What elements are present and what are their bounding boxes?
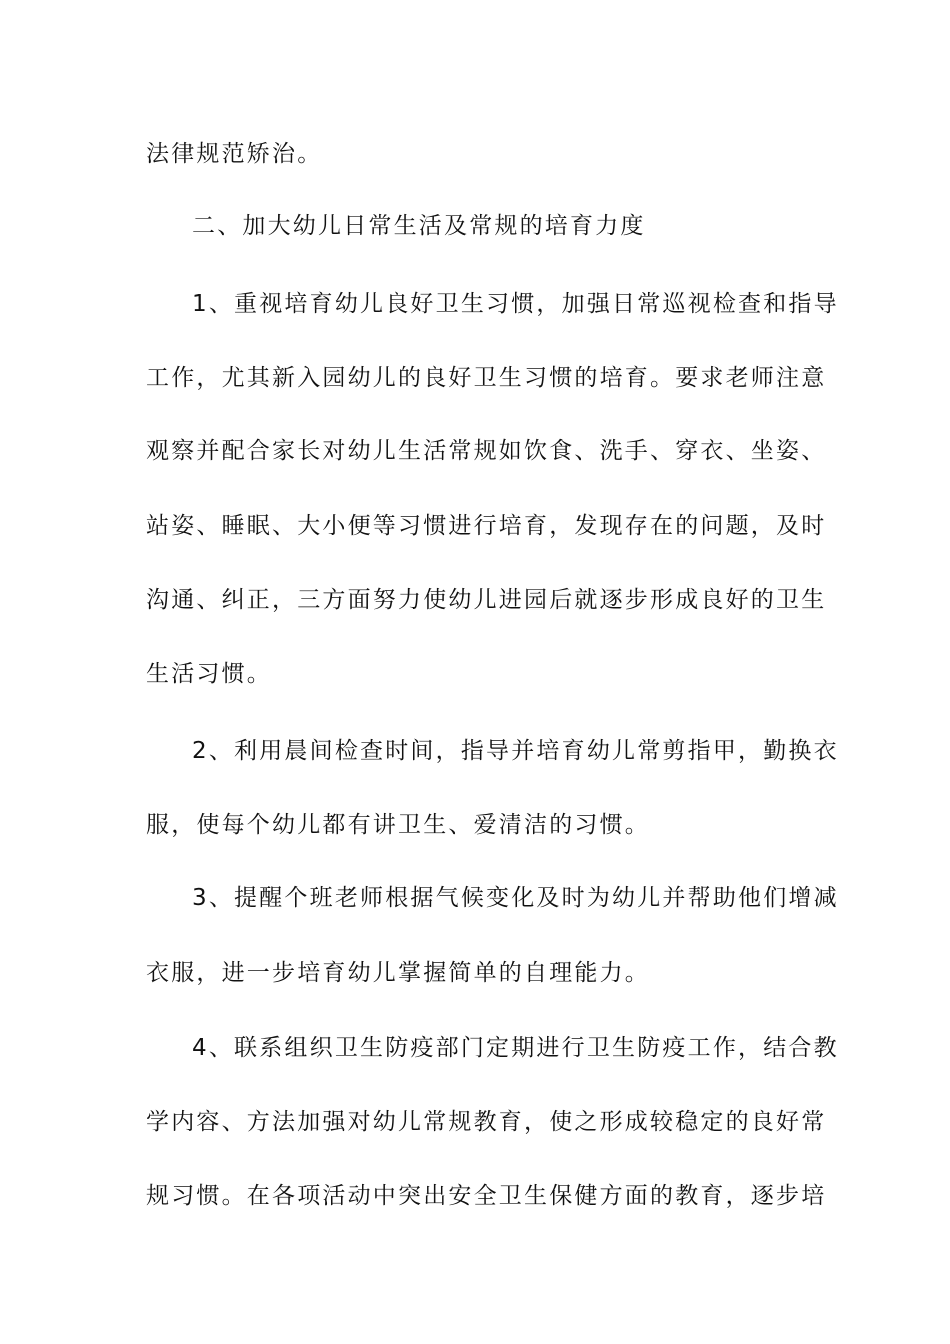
text-line: 学内容、方法加强对幼儿常规教育，使之形成较稳定的良好常 xyxy=(146,1109,827,1135)
text-line: 1、重视培育幼儿良好卫生习惯，加强日常巡视检查和指导 xyxy=(192,291,839,317)
text-line: 观察并配合家长对幼儿生活常规如饮食、洗手、穿衣、坐姿、 xyxy=(146,438,827,464)
text-line: 服，使每个幼儿都有讲卫生、爱清洁的习惯。 xyxy=(146,812,650,838)
text-line: 法律规范矫治。 xyxy=(146,141,323,167)
text-line: 衣服，进一步培育幼儿掌握简单的自理能力。 xyxy=(146,960,650,986)
text-line: 站姿、睡眠、大小便等习惯进行培育，发现存在的问题，及时 xyxy=(146,513,827,539)
text-line: 4、联系组织卫生防疫部门定期进行卫生防疫工作，结合教 xyxy=(192,1035,839,1061)
text-line: 3、提醒个班老师根据气候变化及时为幼儿并帮助他们增减 xyxy=(192,885,839,911)
text-line: 规习惯。在各项活动中突出安全卫生保健方面的教育，逐步培 xyxy=(146,1183,827,1209)
text-line: 沟通、纠正，三方面努力使幼儿进园后就逐步形成良好的卫生 xyxy=(146,587,827,613)
text-line: 工作，尤其新入园幼儿的良好卫生习惯的培育。要求老师注意 xyxy=(146,365,827,391)
text-line: 生活习惯。 xyxy=(146,661,272,687)
text-line: 2、利用晨间检查时间，指导并培育幼儿常剪指甲，勤换衣 xyxy=(192,738,839,764)
section-heading: 二、加大幼儿日常生活及常规的培育力度 xyxy=(192,213,646,239)
